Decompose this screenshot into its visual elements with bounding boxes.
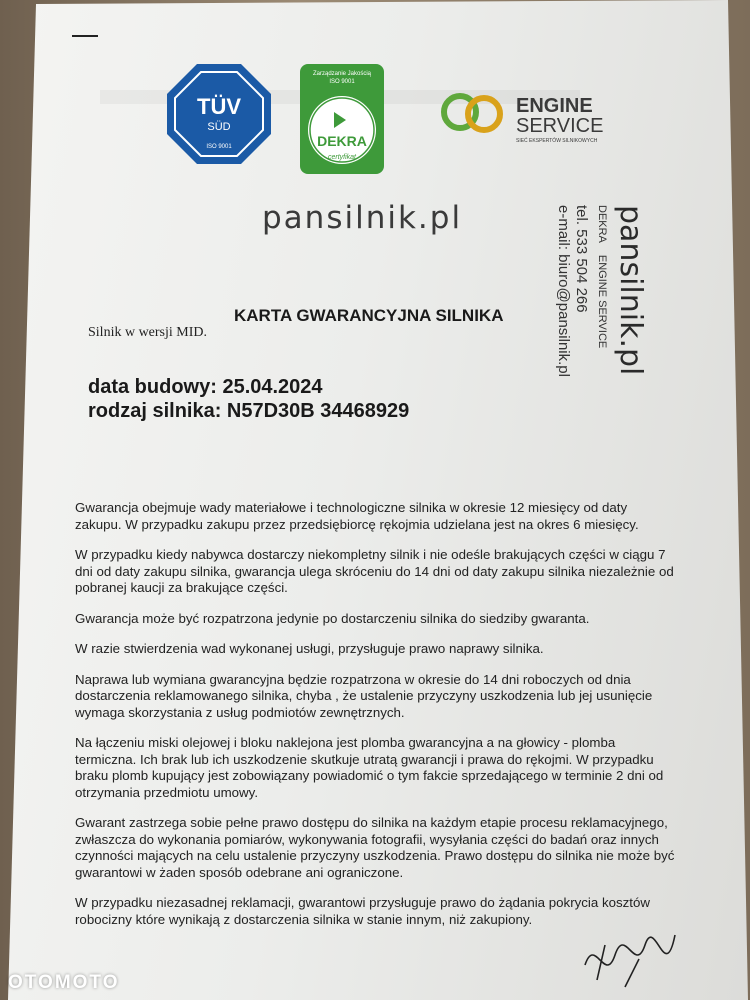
handwritten-signature xyxy=(575,925,685,995)
stamp-phone: tel. 533 504 266 xyxy=(573,205,590,313)
terms-paragraph: Gwarancja obejmuje wady materiałowe i technologiczne silnika w okresie 12 miesięcy od daty zakupu. W przypadku zakupu przez przedsiębiorcę rękojmia udzielana jest na okres 6 miesięcy. xyxy=(75,500,639,532)
pen-mark xyxy=(72,35,98,37)
warranty-terms xyxy=(75,500,675,942)
dekra-logo xyxy=(300,64,384,174)
engine-text: ENGINE xyxy=(516,95,593,117)
tuv-name: TÜV xyxy=(197,94,241,119)
terms-paragraph: Na łączeniu miski olejowej i bloku naklejona jest plomba gwarancyjna a na głowicy - plomba termiczna. Ich brak lub ich uszkodzenie skutkuje utratą gwarancji i prawa do rękojmi. W przypadku braku plomb kupujący jest zobowiązany powiadomić o tym fakcie sprzedającego w terminie 2 dni od otrzymania przedmiotu umowy. xyxy=(75,735,664,800)
build-date: data budowy: 25.04.2024 xyxy=(88,376,323,398)
tuv-iso: ISO 9001 xyxy=(206,144,232,150)
terms-paragraph: W razie stwierdzenia wad wykonanej usługi, przysługuje prawo naprawy silnika. xyxy=(75,641,544,656)
dekra-name: DEKRA xyxy=(317,133,367,149)
stamp-engine: ENGINE SERVICE xyxy=(596,254,608,349)
engine-tagline: SIEĆ EKSPERTÓW SILNIKOWYCH xyxy=(516,138,598,144)
document-title: KARTA GWARANCYJNA SILNIKA xyxy=(234,306,504,325)
domain-heading: pansilnik.pl xyxy=(262,200,463,236)
dekra-cert: certyfikat xyxy=(327,154,357,161)
tuv-sud-logo xyxy=(165,62,273,166)
terms-paragraph: Naprawa lub wymiana gwarancyjna będzie rozpatrzona w okresie do 14 dni roboczych od dnia dostarczenia reklamowanego silnika, chyba , że ustalenie przyczyny uszkodzenia lub jej usunięcie wymaga skorzystania z usług podmiotów zewnętrznych. xyxy=(75,671,653,720)
stamp-logos xyxy=(596,205,608,348)
terms-paragraph: W przypadku kiedy nabywca dostarczy niekompletny silnik i nie odeśle brakujących części w ciągu 7 dni od daty zakupu silnika, gwarancja ulega skróceniu do 14 dni od daty zakupu silnika niezależnie od pobranej kaucji za brakujące części. xyxy=(75,547,674,595)
service-text: SERVICE xyxy=(516,115,604,137)
tuv-sub: SÜD xyxy=(207,121,231,133)
terms-paragraph: Gwarant zastrzega sobie pełne prawo dostępu do silnika na każdym etapie procesu reklamacyjnego, zwłaszcza do wykonania pomiarów, wykonywania fotografii, wysyłania części do badań oraz innych czynności mających na celu ustalenie przyczyny uszkodzenia. Prawo dostępu do silnika nie może być gwarantowi w żaden sposób odebrane ani ograniczone. xyxy=(75,815,675,880)
terms-paragraph: Gwarancja może być rozpatrzona jedynie po dostarczeniu silnika do siedziby gwaranta. xyxy=(75,610,590,626)
engine-service-logo xyxy=(440,84,610,144)
dekra-top-text: Zarządzanie Jakością xyxy=(312,71,372,77)
dekra-iso: ISO 9001 xyxy=(329,79,355,85)
engine-type: rodzaj silnika: N57D30B 34468929 xyxy=(88,400,410,422)
otomoto-watermark: OTOMOTO xyxy=(8,972,120,993)
stamp-dekra: DEKRA xyxy=(596,205,608,243)
stamp-title: pansilnik.pl xyxy=(613,205,648,376)
stamp-email: e-mail: biuro@pansilnik.pl xyxy=(555,205,572,377)
engine-version: Silnik w wersji MID. xyxy=(88,325,207,340)
terms-paragraph: W przypadku niezasadnej reklamacji, gwarantowi przysługuje prawo do żądania pokrycia kosztów robocizny które wynikają z dostarczenia silnika w stanie innym, niż zakupiony. xyxy=(75,895,650,927)
